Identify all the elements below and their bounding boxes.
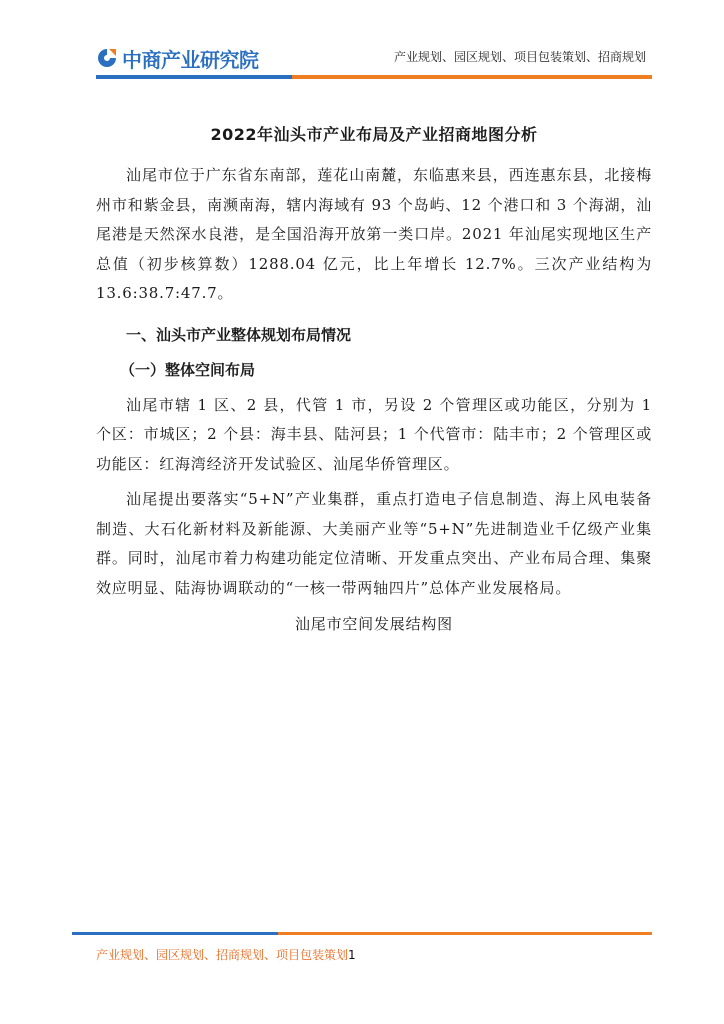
logo-mark-icon [96, 47, 118, 71]
header-divider-orange [292, 75, 652, 79]
header-divider-blue [96, 75, 292, 79]
subsection-heading: （一）整体空间布局 [120, 360, 256, 379]
document-body [96, 122, 652, 634]
page-number: 1 [348, 948, 356, 962]
footer-tagline: 产业规划、园区规划、招商规划、项目包装策划 [96, 948, 349, 962]
footer [96, 946, 356, 963]
admin-division-paragraph: 汕尾市辖 1 区、2 县，代管 1 市，另设 2 个管理区或功能区，分别为 1 个区：市城区；2 个县：海丰县、陆河县；1 个代管市：陆丰市；2 个管理区或功能区：红海湾经济开发试验区、汕尾华侨管理区。 [96, 395, 652, 473]
figure-caption: 汕尾市空间发展结构图 [294, 615, 453, 633]
company-logo [96, 44, 259, 73]
industry-cluster-paragraph: 汕尾提出要落实“5+N”产业集群，重点打造电子信息制造、海上风电装备制造、大石化新材料及新能源、大美丽产业等“5+N”先进制造业千亿级产业集群。同时，汕尾市着力构建功能定位清晰、开发重点突出、产业布局合理、集聚效应明显、陆海协调联动的“一核一带两轴四片”总体产业发展格局。 [96, 490, 652, 597]
header-tagline: 产业规划、园区规划、项目包装策划、招商规划 [393, 50, 646, 64]
document-title: 2022年汕头市产业布局及产业招商地图分析 [210, 125, 538, 144]
section-heading: 一、汕头市产业整体规划布局情况 [126, 325, 352, 344]
footer-divider-blue [72, 932, 278, 935]
footer-divider-orange [278, 932, 652, 935]
logo-text: 中商产业研究院 [122, 48, 259, 72]
intro-paragraph: 汕尾市位于广东省东南部，莲花山南麓，东临惠来县，西连惠东县，北接梅州市和紫金县，南濒南海，辖内海域有 93 个岛屿、12 个港口和 3 个海湖，汕尾港是天然深水良港，是全国沿海开放第一类口岸。2021 年汕尾实现地区生产总值（初步核算数）1288.04 亿元，比上年增长 12.7%。三次产业结构为 13.6:38.7:47.7。 [96, 166, 652, 302]
